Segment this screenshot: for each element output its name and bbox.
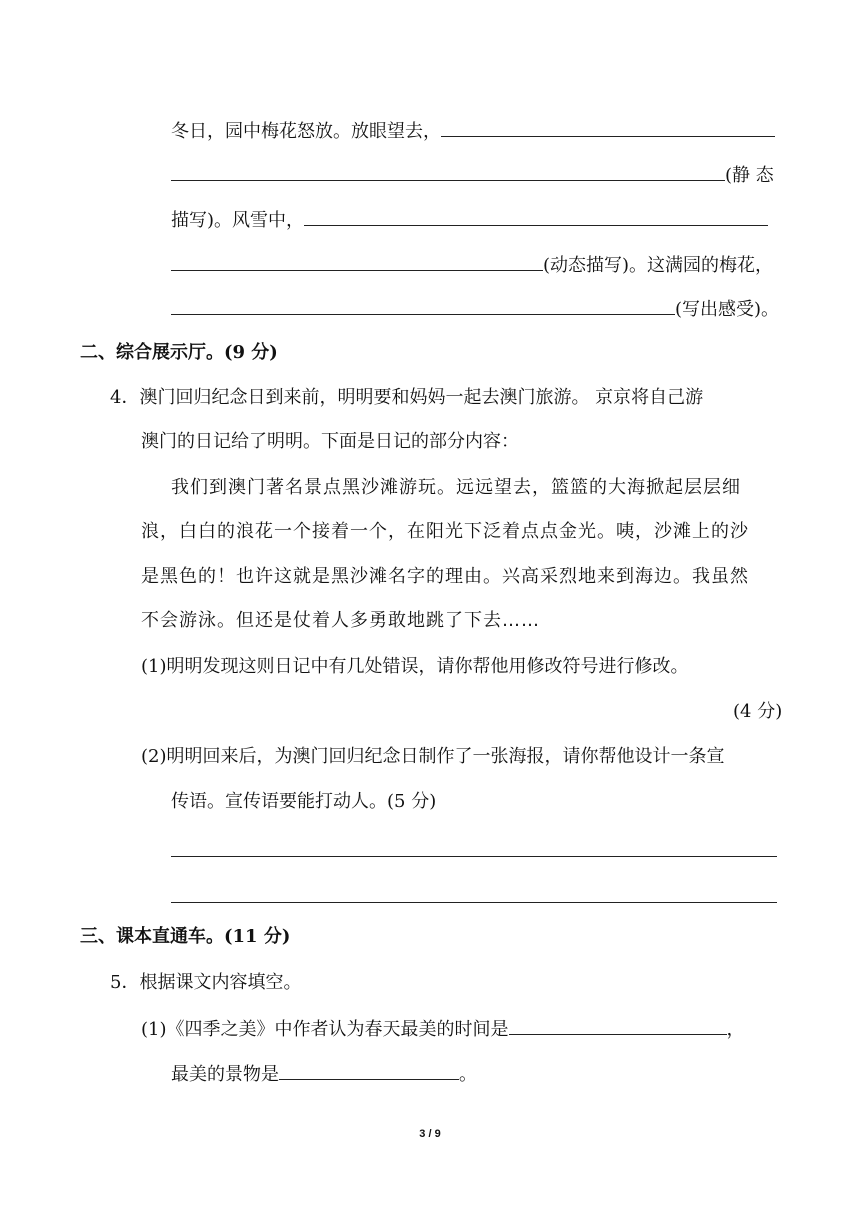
answer-blank[interactable] bbox=[171, 162, 725, 181]
q3-line-2 bbox=[171, 162, 774, 188]
q4-sub2-line-1: (2)明明回来后，为澳门回归纪念日制作了一张海报，请你帮他设计一条宣 bbox=[141, 746, 725, 767]
q3-text-4: (动态描写)。这满园的梅花， bbox=[543, 255, 774, 276]
q3-text-2: (静 态 bbox=[725, 165, 774, 186]
diary-line-3: 是黑色的！也许这就是黑沙滩名字的理由。兴高采烈地来到海边。我虽然 bbox=[141, 566, 749, 587]
answer-blank[interactable] bbox=[171, 252, 543, 271]
q3-text-5: (写出感受)。 bbox=[675, 299, 780, 320]
q3-line-4 bbox=[171, 252, 773, 278]
q5-line-1: 5．根据课文内容填空。 bbox=[110, 972, 302, 993]
answer-blank[interactable] bbox=[441, 118, 775, 137]
q4-line-1 bbox=[110, 386, 703, 410]
q5-sub1-text-a: (1)《四季之美》中作者认为春天最美的时间是 bbox=[141, 1019, 509, 1040]
q4-line-2: 澳门的日记给了明明。下面是日记的部分内容： bbox=[141, 431, 519, 452]
page-number: 3 / 9 bbox=[419, 1128, 441, 1140]
q5-sub1-text-c: 最美的景物是 bbox=[171, 1064, 279, 1085]
q4-number: 4． bbox=[110, 387, 140, 408]
q3-line-3 bbox=[171, 207, 768, 233]
answer-line[interactable] bbox=[171, 856, 777, 857]
q3-text-1: 冬日，园中梅花怒放。放眼望去， bbox=[171, 121, 441, 142]
q3-line-5 bbox=[171, 296, 779, 322]
q3-line-1 bbox=[171, 118, 775, 144]
q5-sub1-text-b: ， bbox=[726, 1019, 745, 1040]
q4-sub1: (1)明明发现这则日记中有几处错误，请你帮他用修改符号进行修改。 bbox=[141, 656, 689, 677]
answer-blank[interactable] bbox=[304, 207, 768, 226]
q4-sub2-line-2: 传语。宣传语要能打动人。(5 分) bbox=[171, 791, 437, 812]
q4-text-1: 澳门回归纪念日到来前，明明要和妈妈一起去澳门旅游。 京京将自己游 bbox=[139, 387, 704, 408]
answer-blank[interactable] bbox=[279, 1061, 459, 1080]
answer-line[interactable] bbox=[171, 902, 777, 903]
answer-blank[interactable] bbox=[509, 1016, 727, 1035]
q5-sub1-text-d: 。 bbox=[459, 1064, 477, 1085]
diary-line-2: 浪，白白的浪花一个接着一个，在阳光下泛着点点金光。咦，沙滩上的沙 bbox=[141, 521, 749, 542]
q5-sub1-line-2 bbox=[171, 1061, 477, 1087]
answer-blank[interactable] bbox=[171, 296, 675, 315]
section-2-title: 二、综合展示厅。(9 分) bbox=[80, 342, 278, 363]
q4-sub1-score: (4 分) bbox=[733, 701, 783, 722]
section-3-title: 三、课本直通车。(11 分) bbox=[80, 926, 291, 947]
diary-line-1: 我们到澳门著名景点黑沙滩游玩。远远望去，篮篮的大海掀起层层细 bbox=[171, 477, 741, 498]
q3-text-3: 描写)。风雪中， bbox=[171, 210, 305, 231]
diary-line-4: 不会游泳。但还是仗着人多勇敢地跳了下去…… bbox=[141, 610, 540, 631]
q5-sub1-line-1 bbox=[141, 1016, 745, 1042]
